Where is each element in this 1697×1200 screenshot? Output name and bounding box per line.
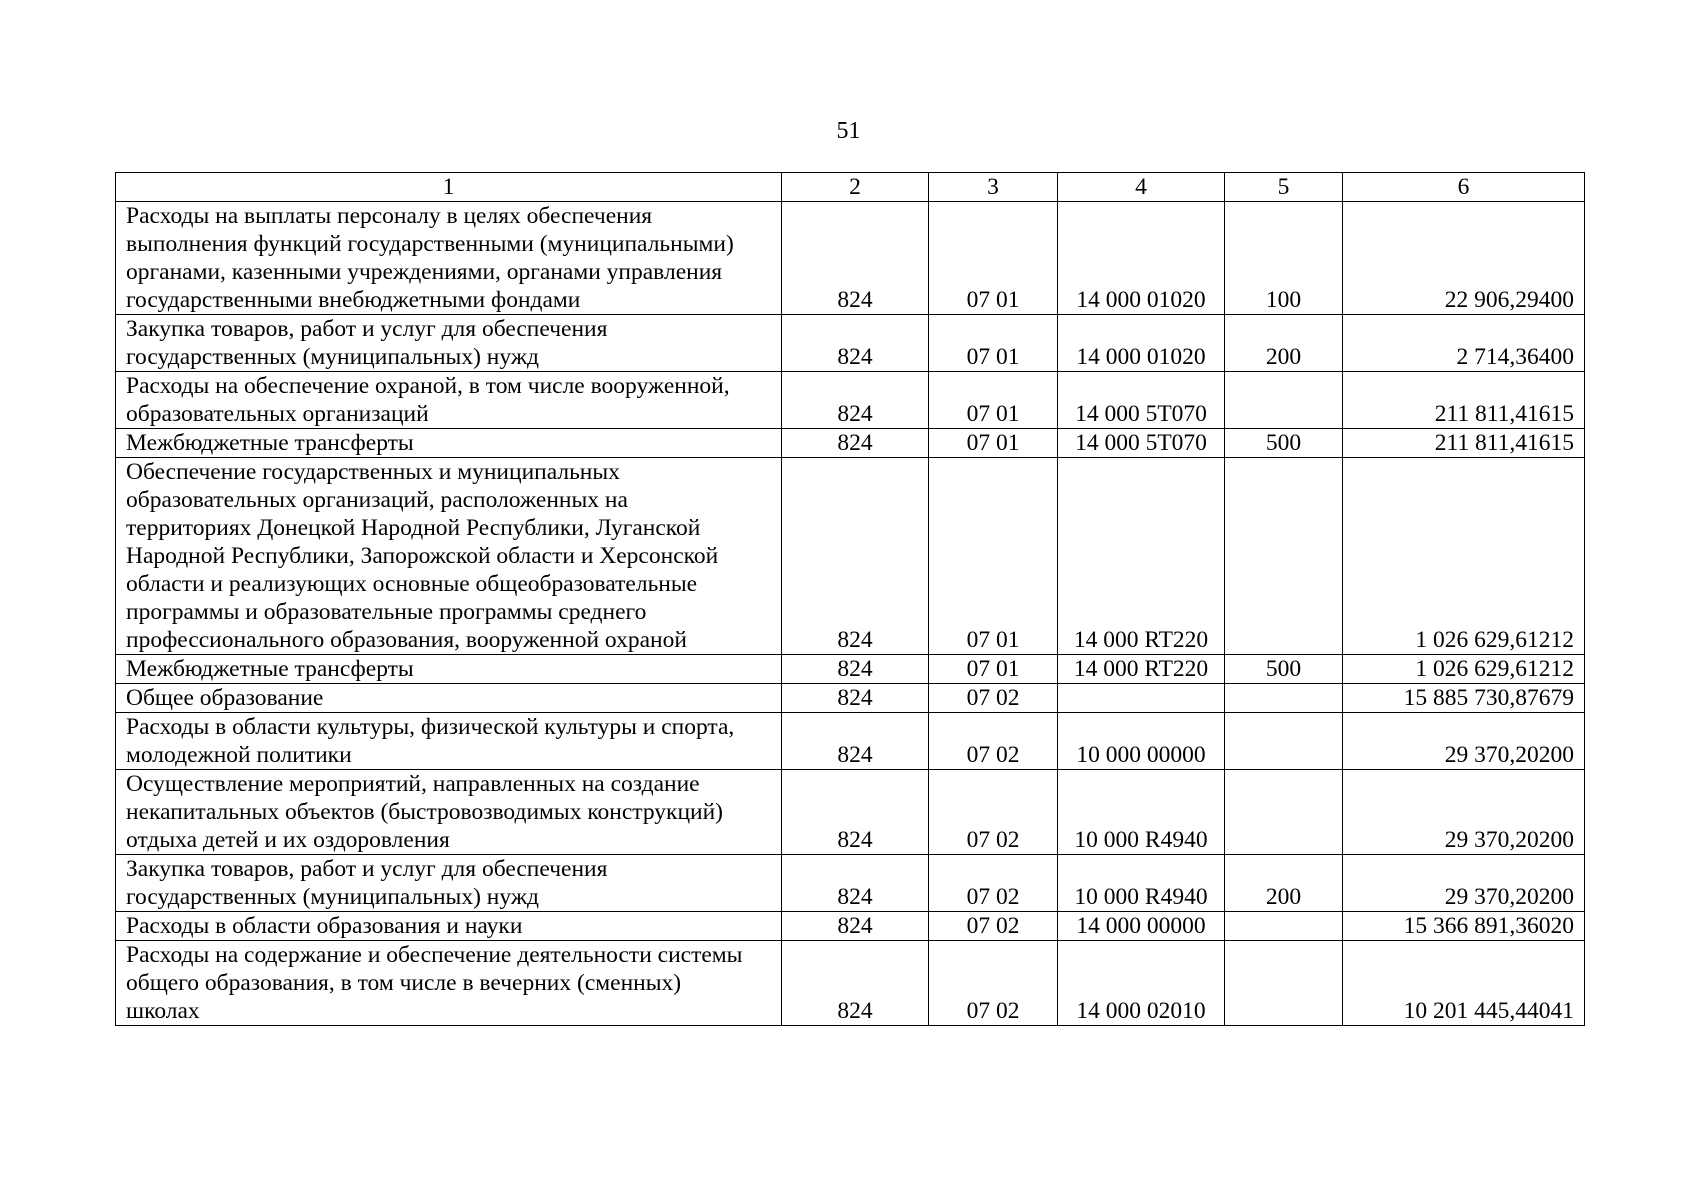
table-row — [116, 458, 1585, 655]
amount-cell: 211 811,41615 — [1343, 372, 1585, 429]
expense-name-cell: Расходы в области образования и науки — [116, 912, 782, 941]
target-article-code-cell: 10 000 R4940 — [1058, 770, 1225, 855]
header-col-4: 4 — [1058, 173, 1225, 202]
amount-cell: 1 026 629,61212 — [1343, 458, 1585, 655]
amount-cell: 15 366 891,36020 — [1343, 912, 1585, 941]
ministry-code-cell: 824 — [782, 372, 929, 429]
amount-cell: 29 370,20200 — [1343, 770, 1585, 855]
section-code-cell: 07 02 — [929, 941, 1058, 1026]
expense-name-cell: Расходы на выплаты персоналу в целях обеспечения выполнения функций государственными (муниципальными) органами, казенными учреждениями, органами управления государственными внебюджетными фондами — [116, 202, 782, 315]
table-row — [116, 429, 1585, 458]
ministry-code-cell: 824 — [782, 713, 929, 770]
expense-name-cell: Обеспечение государственных и муниципальных образовательных организаций, расположенных на территориях Донецкой Народной Республики, Луганской Народной Республики, Запорожской области и Херсонской области и реализующих основные общеобразовательные программы и образовательные программы среднего профессионального образования, вооруженной охраной — [116, 458, 782, 655]
table-row — [116, 912, 1585, 941]
expense-name-cell: Закупка товаров, работ и услуг для обеспечения государственных (муниципальных) нужд — [116, 315, 782, 372]
header-col-6: 6 — [1343, 173, 1585, 202]
target-article-code-cell: 14 000 00000 — [1058, 912, 1225, 941]
expense-type-code-cell: 200 — [1225, 855, 1343, 912]
section-code-cell: 07 02 — [929, 713, 1058, 770]
expense-name-cell: Расходы на содержание и обеспечение деятельности системы общего образования, в том числе в вечерних (сменных) школах — [116, 941, 782, 1026]
ministry-code-cell: 824 — [782, 912, 929, 941]
table-row — [116, 655, 1585, 684]
section-code-cell: 07 02 — [929, 684, 1058, 713]
expense-name-cell: Закупка товаров, работ и услуг для обеспечения государственных (муниципальных) нужд — [116, 855, 782, 912]
expense-type-code-cell: 200 — [1225, 315, 1343, 372]
section-code-cell: 07 01 — [929, 655, 1058, 684]
target-article-code-cell: 10 000 00000 — [1058, 713, 1225, 770]
section-code-cell: 07 01 — [929, 458, 1058, 655]
expense-type-code-cell: 500 — [1225, 429, 1343, 458]
table-body — [116, 202, 1585, 1026]
table-row — [116, 855, 1585, 912]
page-number: 51 — [836, 118, 861, 144]
target-article-code-cell: 14 000 RT220 — [1058, 458, 1225, 655]
amount-cell: 29 370,20200 — [1343, 855, 1585, 912]
table-row — [116, 684, 1585, 713]
table-row — [116, 315, 1585, 372]
ministry-code-cell: 824 — [782, 855, 929, 912]
expense-type-code-cell — [1225, 770, 1343, 855]
amount-cell: 29 370,20200 — [1343, 713, 1585, 770]
table-row — [116, 770, 1585, 855]
section-code-cell: 07 02 — [929, 770, 1058, 855]
header-col-3: 3 — [929, 173, 1058, 202]
table-row — [116, 713, 1585, 770]
table-header-row — [116, 173, 1585, 202]
expense-type-code-cell: 500 — [1225, 655, 1343, 684]
target-article-code-cell: 14 000 01020 — [1058, 202, 1225, 315]
expense-name-cell: Общее образование — [116, 684, 782, 713]
table-row — [116, 202, 1585, 315]
expense-name-cell: Расходы в области культуры, физической культуры и спорта, молодежной политики — [116, 713, 782, 770]
amount-cell: 1 026 629,61212 — [1343, 655, 1585, 684]
ministry-code-cell: 824 — [782, 315, 929, 372]
target-article-code-cell: 14 000 RT220 — [1058, 655, 1225, 684]
expense-type-code-cell: 100 — [1225, 202, 1343, 315]
expense-type-code-cell — [1225, 458, 1343, 655]
amount-cell: 211 811,41615 — [1343, 429, 1585, 458]
target-article-code-cell: 14 000 02010 — [1058, 941, 1225, 1026]
header-col-5: 5 — [1225, 173, 1343, 202]
expense-type-code-cell — [1225, 941, 1343, 1026]
expense-name-cell: Межбюджетные трансферты — [116, 429, 782, 458]
ministry-code-cell: 824 — [782, 458, 929, 655]
target-article-code-cell — [1058, 684, 1225, 713]
amount-cell: 10 201 445,44041 — [1343, 941, 1585, 1026]
expense-name-cell: Расходы на обеспечение охраной, в том числе вооруженной, образовательных организаций — [116, 372, 782, 429]
section-code-cell: 07 01 — [929, 429, 1058, 458]
expense-type-code-cell — [1225, 713, 1343, 770]
section-code-cell: 07 01 — [929, 202, 1058, 315]
header-col-1: 1 — [116, 173, 782, 202]
expense-name-cell: Осуществление мероприятий, направленных на создание некапитальных объектов (быстровозводимых конструкций) отдыха детей и их оздоровления — [116, 770, 782, 855]
section-code-cell: 07 02 — [929, 912, 1058, 941]
expense-type-code-cell — [1225, 372, 1343, 429]
ministry-code-cell: 824 — [782, 684, 929, 713]
target-article-code-cell: 10 000 R4940 — [1058, 855, 1225, 912]
amount-cell: 2 714,36400 — [1343, 315, 1585, 372]
header-col-2: 2 — [782, 173, 929, 202]
table-row — [116, 941, 1585, 1026]
section-code-cell: 07 01 — [929, 315, 1058, 372]
ministry-code-cell: 824 — [782, 429, 929, 458]
ministry-code-cell: 824 — [782, 941, 929, 1026]
amount-cell: 22 906,29400 — [1343, 202, 1585, 315]
budget-table — [115, 172, 1585, 1026]
target-article-code-cell: 14 000 01020 — [1058, 315, 1225, 372]
expense-type-code-cell — [1225, 912, 1343, 941]
amount-cell: 15 885 730,87679 — [1343, 684, 1585, 713]
target-article-code-cell: 14 000 5Т070 — [1058, 429, 1225, 458]
ministry-code-cell: 824 — [782, 770, 929, 855]
target-article-code-cell: 14 000 5Т070 — [1058, 372, 1225, 429]
ministry-code-cell: 824 — [782, 202, 929, 315]
section-code-cell: 07 01 — [929, 372, 1058, 429]
ministry-code-cell: 824 — [782, 655, 929, 684]
expense-type-code-cell — [1225, 684, 1343, 713]
section-code-cell: 07 02 — [929, 855, 1058, 912]
expense-name-cell: Межбюджетные трансферты — [116, 655, 782, 684]
table-row — [116, 372, 1585, 429]
